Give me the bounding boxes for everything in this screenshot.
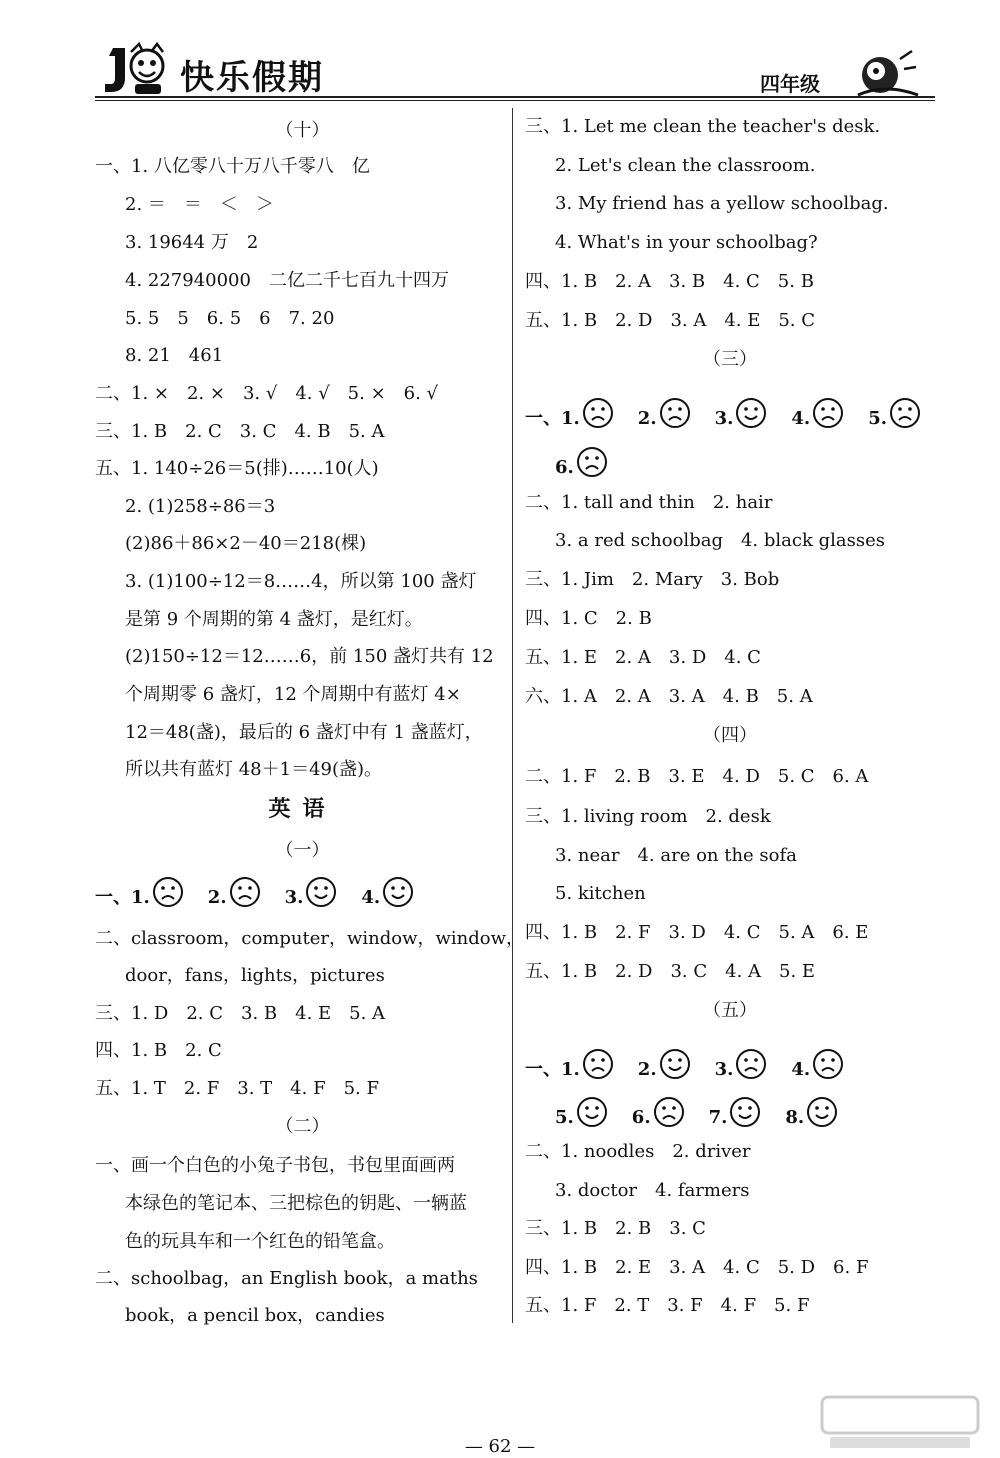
- answer-line: 五、1. E 2. A 3. D 4. C: [525, 647, 761, 668]
- answer-line: 五、1. 140÷26＝5(排)……10(人): [95, 458, 379, 479]
- answer-line: 五、1. B 2. D 3. C 4. A 5. E: [525, 961, 816, 982]
- sad-face-icon: [659, 397, 691, 441]
- happy-face-icon: [305, 876, 337, 920]
- face-answer-number: 2.: [637, 408, 657, 429]
- sad-face-icon: [735, 1048, 767, 1092]
- answer-line: 3. (1)100÷12＝8……4，所以第 100 盏灯: [125, 571, 477, 592]
- face-answer-label: 6.: [555, 457, 574, 478]
- answer-line: 二、schoolbag，an English book，a maths: [95, 1268, 478, 1289]
- answer-line: 三、1. D 2. C 3. B 4. E 5. A: [95, 1003, 386, 1024]
- face-answer-number: 6.: [631, 1107, 651, 1128]
- happy-face-icon: [729, 1096, 761, 1140]
- answer-line: 三、1. living room 2. desk: [525, 806, 771, 827]
- answer-line: 色的玩具车和一个红色的铅笔盒。: [125, 1231, 395, 1252]
- answer-line: 五、1. F 2. T 3. F 4. F 5. F: [525, 1295, 810, 1316]
- section-heading: 英语: [268, 796, 337, 822]
- unit-heading: （四）: [703, 725, 757, 746]
- face-answer-number: 4.: [791, 408, 811, 429]
- face-answer-number: 2.: [637, 1059, 657, 1080]
- face-answer-number: 3.: [714, 408, 734, 429]
- answer-line: 一、画一个白色的小兔子书包，书包里面画两: [95, 1155, 455, 1176]
- sad-face-icon: [889, 397, 921, 441]
- answer-line: door，fans，lights，pictures: [125, 965, 385, 986]
- page-header: [95, 40, 935, 100]
- face-answer-label: 一、1.: [525, 408, 580, 429]
- face-answer-number: 5.: [868, 408, 887, 429]
- answer-line: 二、classroom，computer，window，window，: [95, 928, 525, 949]
- face-answer-label: 5.: [555, 1107, 574, 1128]
- face-answer-number: 4.: [791, 1059, 811, 1080]
- unit-heading: （五）: [703, 1000, 757, 1021]
- answer-line: 三、1. Let me clean the teacher's desk.: [525, 116, 881, 137]
- happy-face-icon: [659, 1048, 691, 1092]
- sad-face-icon: [653, 1096, 685, 1140]
- answer-line: 个周期零 6 盏灯，12 个周期中有蓝灯 4×: [125, 684, 461, 705]
- face-answer-number: 7.: [708, 1107, 728, 1128]
- answer-line: 2. Let's clean the classroom.: [555, 155, 816, 176]
- face-answer-number: 4.: [361, 887, 381, 908]
- answer-line: 二、1. noodles 2. driver: [525, 1141, 751, 1162]
- header-rule: [95, 96, 935, 101]
- sad-face-icon: [582, 397, 614, 441]
- answer-line: (2)86＋86×2－40＝218(棵): [125, 533, 367, 554]
- face-answer-line: [525, 397, 923, 441]
- answer-line: 四、1. C 2. B: [525, 608, 652, 629]
- sad-face-icon: [229, 876, 261, 920]
- sun-mascot-icon: [850, 45, 920, 100]
- happy-face-icon: [382, 876, 414, 920]
- answer-line: 三、1. B 2. B 3. C: [525, 1218, 706, 1239]
- brand-title: 快乐假期: [180, 58, 324, 98]
- unit-heading: （一）: [275, 840, 330, 861]
- unit-heading: （二）: [275, 1116, 330, 1137]
- answer-line: 三、1. Jim 2. Mary 3. Bob: [525, 569, 780, 590]
- happy-face-icon: [806, 1096, 838, 1140]
- answer-line: 本绿色的笔记本、三把棕色的钥匙、一辆蓝: [125, 1193, 467, 1214]
- answer-line: 12＝48(盏)，最后的 6 盏灯中有 1 盏蓝灯，: [125, 722, 483, 743]
- logo-icon: [95, 40, 175, 100]
- answer-line: book，a pencil box，candies: [125, 1305, 385, 1326]
- column-divider: [512, 108, 513, 1323]
- answer-line: 5. 5 5 6. 5 6 7. 20: [125, 308, 335, 329]
- answer-line: 五、1. T 2. F 3. T 4. F 5. F: [95, 1078, 379, 1099]
- answer-line: 所以共有蓝灯 48＋1＝49(盏)。: [125, 759, 383, 780]
- unit-heading: （十）: [275, 120, 330, 141]
- sad-face-icon: [576, 446, 608, 490]
- face-answer-line: [555, 1096, 840, 1140]
- face-answer-line: [555, 446, 610, 490]
- answer-line: 3. near 4. are on the sofa: [555, 845, 797, 866]
- face-answer-number: 2.: [207, 887, 227, 908]
- face-answer-line: [525, 1048, 846, 1092]
- answer-line: 二、1. tall and thin 2. hair: [525, 492, 773, 513]
- face-answer-label: 一、1.: [525, 1059, 580, 1080]
- answer-line: 3. 19644 万 2: [125, 232, 259, 253]
- grade-label: 四年级: [760, 72, 820, 96]
- answer-line: 3. doctor 4. farmers: [555, 1180, 750, 1201]
- face-answer-number: 8.: [785, 1107, 805, 1128]
- face-answer-label: 一、1.: [95, 887, 150, 908]
- answer-line: 2. (1)258÷86＝3: [125, 496, 276, 517]
- answer-line: 4. What's in your schoolbag?: [555, 232, 818, 253]
- answer-line: 2. ＝ ＝ ＜ ＞: [125, 194, 274, 215]
- sad-face-icon: [152, 876, 184, 920]
- answer-line: 二、1. × 2. × 3. √ 4. √ 5. × 6. √: [95, 383, 439, 404]
- answer-line: 5. kitchen: [555, 883, 646, 904]
- answer-line: 六、1. A 2. A 3. A 4. B 5. A: [525, 686, 813, 707]
- answer-line: 3. My friend has a yellow schoolbag.: [555, 193, 889, 214]
- page-number: — 62 —: [464, 1436, 536, 1457]
- answer-line: (2)150÷12＝12……6，前 150 盏灯共有 12: [125, 646, 494, 667]
- answer-line: 一、1. 八亿零八十万八千零八 亿: [95, 156, 370, 177]
- happy-face-icon: [576, 1096, 608, 1140]
- answer-line: 二、1. F 2. B 3. E 4. D 5. C 6. A: [525, 766, 869, 787]
- answer-line: 3. a red schoolbag 4. black glasses: [555, 530, 885, 551]
- answer-line: 五、1. B 2. D 3. A 4. E 5. C: [525, 310, 816, 331]
- face-answer-line: [95, 876, 416, 920]
- answer-line: 8. 21 461: [125, 345, 224, 366]
- answer-line: 三、1. B 2. C 3. C 4. B 5. A: [95, 421, 385, 442]
- answer-line: 四、1. B 2. A 3. B 4. C 5. B: [525, 271, 814, 292]
- sad-face-icon: [812, 1048, 844, 1092]
- answer-line: 4. 227940000 二亿二千七百九十四万: [125, 270, 449, 291]
- answer-line: 四、1. B 2. F 3. D 4. C 5. A 6. E: [525, 922, 869, 943]
- answer-line: 四、1. B 2. E 3. A 4. C 5. D 6. F: [525, 1257, 869, 1278]
- answer-line: 是第 9 个周期的第 4 盏灯，是红灯。: [125, 609, 423, 630]
- answer-line: 四、1. B 2. C: [95, 1040, 222, 1061]
- sad-face-icon: [582, 1048, 614, 1092]
- happy-face-icon: [735, 397, 767, 441]
- unit-heading: （三）: [703, 349, 757, 370]
- face-answer-number: 3.: [284, 887, 304, 908]
- sad-face-icon: [812, 397, 844, 441]
- face-answer-number: 3.: [714, 1059, 734, 1080]
